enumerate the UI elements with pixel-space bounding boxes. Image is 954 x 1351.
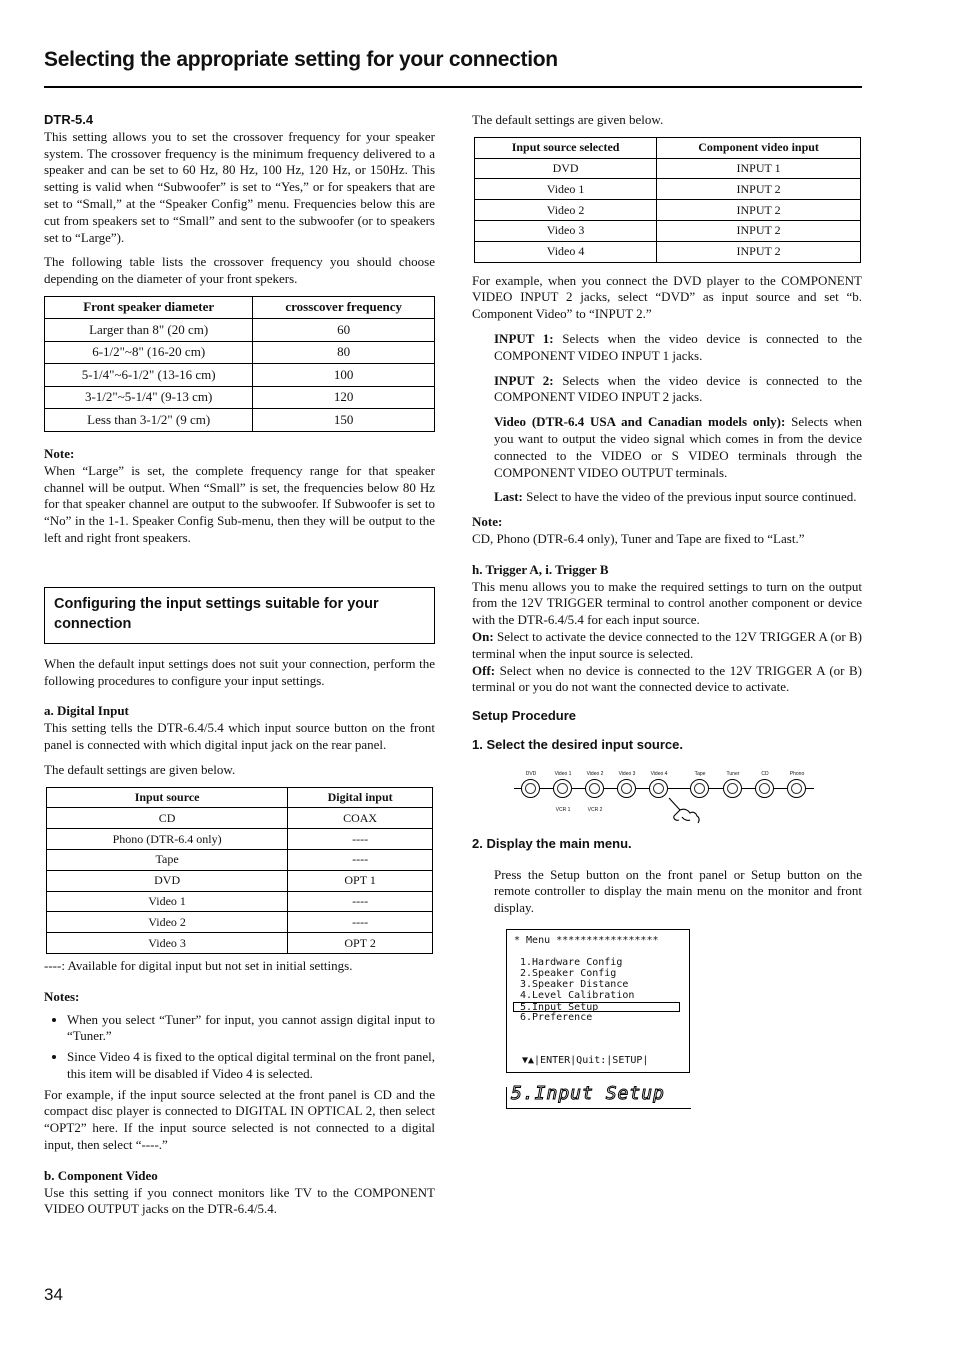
table-cell: Video 4 bbox=[475, 241, 657, 262]
note-heading: Note: bbox=[472, 514, 503, 530]
table-cell: Video 1 bbox=[47, 891, 288, 912]
table-cell: ---- bbox=[288, 849, 433, 870]
table-header-cell: Input source selected bbox=[475, 137, 657, 158]
table-row bbox=[475, 220, 861, 241]
table-cell: 80 bbox=[253, 341, 435, 364]
table-cell: COAX bbox=[288, 808, 433, 829]
panel-label: Video 4 bbox=[650, 770, 668, 777]
option-input1 bbox=[494, 331, 862, 365]
table-cell: OPT 2 bbox=[288, 933, 433, 954]
table-row bbox=[475, 200, 861, 221]
table-row bbox=[45, 409, 435, 432]
config-intro: When the default input settings does not suit your connection, perform the following procedures to configure your input settings. bbox=[44, 655, 435, 688]
dtr54-heading: DTR-5.4 bbox=[44, 112, 94, 127]
table-header-row bbox=[47, 787, 433, 808]
osd-menu-item: 6.Preference bbox=[520, 1011, 593, 1023]
panel-label: DVD bbox=[525, 770, 537, 777]
table-cell: Larger than 8" (20 cm) bbox=[45, 319, 253, 342]
panel-label: Video 2 bbox=[586, 770, 604, 777]
input-button bbox=[617, 779, 636, 798]
option-text: Select to have the video of the previous input source continued. bbox=[522, 489, 857, 505]
table-row bbox=[47, 891, 433, 912]
table-row bbox=[45, 341, 435, 364]
table-row bbox=[45, 319, 435, 342]
option-video bbox=[494, 414, 862, 481]
left-column bbox=[44, 112, 435, 1226]
front-display-text: 5.Input Setup bbox=[511, 1082, 665, 1104]
osd-menu-screen bbox=[506, 929, 690, 1073]
table-row bbox=[45, 386, 435, 409]
trigger-paragraph: This menu allows you to make the required settings to turn on the output from the 12V TRIGGER terminal to control another component or device with the DTR-6.4/5.4 for each input source. bbox=[472, 578, 862, 628]
dash-note: ----: Available for digital input but not set in initial settings. bbox=[44, 957, 353, 973]
option-text: Selects when the video device is connected to the COMPONENT VIDEO INPUT 1 jacks. bbox=[494, 330, 862, 363]
table-cell: INPUT 2 bbox=[657, 200, 861, 221]
notes-heading: Notes: bbox=[44, 988, 80, 1004]
table-cell: Video 2 bbox=[47, 912, 288, 933]
setup-procedure-heading: Setup Procedure bbox=[472, 708, 577, 724]
digital-example: For example, if the input source selected at the front panel is CD and the compact disc player is connected to DIGITAL IN OPTICAL 2, then select “OPT2” here. If the input source selected is not connected to a digital input, then select “----.” bbox=[44, 1086, 435, 1153]
option-term: On: bbox=[472, 628, 494, 644]
table-cell: DVD bbox=[475, 158, 657, 179]
list-item: • When you select “Tuner” for input, you cannot assign digital input to “Tuner.” bbox=[67, 1012, 435, 1046]
digital-input-heading: a. Digital Input bbox=[44, 703, 129, 719]
osd-menu-item: 3.Speaker Distance bbox=[520, 978, 629, 990]
option-text: Selects when you want to output the video signal which comes in from the device connected to the VIDEO or S VIDEO terminals through the COMPONENT VIDEO OUTPUT terminals. bbox=[494, 414, 863, 480]
option-text: Select to activate the device connected to the 12V TRIGGER A (or B) terminal when the input source is selected. bbox=[472, 628, 862, 661]
table-row bbox=[475, 179, 861, 200]
front-display bbox=[506, 1082, 691, 1109]
component-video-table bbox=[474, 137, 861, 263]
panel-label: CD bbox=[761, 770, 769, 777]
option-input2 bbox=[494, 373, 862, 407]
panel-label: Tuner bbox=[726, 770, 740, 777]
panel-label: Video 1 bbox=[554, 770, 572, 777]
table-cell: 120 bbox=[253, 386, 435, 409]
crossover-table bbox=[44, 296, 435, 432]
right-column bbox=[472, 112, 862, 1109]
option-term: Video (DTR-6.4 USA and Canadian models only): bbox=[494, 414, 786, 430]
table-header-cell: Component video input bbox=[657, 137, 861, 158]
trigger-heading: h. Trigger A, i. Trigger B bbox=[472, 561, 609, 577]
step-2-paragraph: Press the Setup button on the front panel or Setup button on the remote controller to display the main menu on the monitor and front display. bbox=[494, 866, 862, 916]
table-header-cell: Input source bbox=[47, 787, 288, 808]
page-number: 34 bbox=[44, 1285, 63, 1304]
table-cell: 150 bbox=[253, 409, 435, 432]
component-video-paragraph: Use this setting if you connect monitors like TV to the COMPONENT VIDEO OUTPUT jacks on the DTR-6.4/5.4. bbox=[44, 1184, 435, 1217]
list-item: • Since Video 4 is fixed to the optical digital terminal on the front panel, this item will be disabled if Video 4 is selected. bbox=[67, 1049, 435, 1083]
osd-menu-item: 2.Speaker Config bbox=[520, 967, 617, 979]
table-cell: 100 bbox=[253, 364, 435, 387]
input-button bbox=[521, 779, 540, 798]
table-cell: 60 bbox=[253, 319, 435, 342]
table-cell: INPUT 2 bbox=[657, 220, 861, 241]
table-cell: ---- bbox=[288, 829, 433, 850]
table-cell: 3-1/2"~5-1/4" (9-13 cm) bbox=[45, 386, 253, 409]
table-header-row bbox=[475, 137, 861, 158]
table-cell: 5-1/4"~6-1/2" (13-16 cm) bbox=[45, 364, 253, 387]
option-text: Selects when the video device is connected to the COMPONENT VIDEO INPUT 2 jacks. bbox=[494, 372, 862, 405]
table-cell: Video 2 bbox=[475, 200, 657, 221]
table-cell: Video 1 bbox=[475, 179, 657, 200]
table-header-cell: Digital input bbox=[288, 787, 433, 808]
page-title: Selecting the appropriate setting for your connection bbox=[44, 48, 558, 71]
front-panel-illustration bbox=[514, 764, 814, 824]
table-row bbox=[47, 912, 433, 933]
table-row bbox=[47, 870, 433, 891]
digital-input-table bbox=[46, 787, 433, 954]
table-row bbox=[47, 829, 433, 850]
step-2: 2. Display the main menu. bbox=[472, 835, 632, 851]
panel-label: Tape bbox=[694, 770, 706, 777]
table-cell: Tape bbox=[47, 849, 288, 870]
table-cell: ---- bbox=[288, 912, 433, 933]
osd-title: * Menu ***************** bbox=[514, 934, 659, 946]
osd-menu-item-selected: 5.Input Setup bbox=[513, 1002, 680, 1012]
panel-sublabel: VCR 2 bbox=[587, 806, 603, 813]
osd-menu-item: 1.Hardware Config bbox=[520, 956, 623, 968]
option-term: INPUT 2: bbox=[494, 372, 554, 388]
table-cell: CD bbox=[47, 808, 288, 829]
table-cell: OPT 1 bbox=[288, 870, 433, 891]
table-cell: Less than 3-1/2" (9 cm) bbox=[45, 409, 253, 432]
table-header-cell: Front speaker diameter bbox=[45, 296, 253, 319]
panel-sublabel: VCR 1 bbox=[555, 806, 571, 813]
option-last bbox=[494, 489, 862, 506]
input-button bbox=[723, 779, 742, 798]
table-cell: INPUT 1 bbox=[657, 158, 861, 179]
note-text: When “Large” is set, the complete frequency range for that speaker channel will be output. When “Small” is set, the frequencies below 80 Hz for that speaker channel are output to the subwoofer. If Subwoofer is set to “No” in the 1-1. Speaker Config Sub-menu, then they will be output to the left and right front speakers. bbox=[44, 462, 435, 545]
note-heading: Note: bbox=[44, 445, 75, 461]
panel-label: Video 3 bbox=[618, 770, 636, 777]
panel-label: Phono bbox=[789, 770, 805, 777]
osd-footer: ▼▲|ENTER|Quit:|SETUP| bbox=[522, 1054, 649, 1066]
component-example: For example, when you connect the DVD player to the COMPONENT VIDEO INPUT 2 jacks, select “DVD” as input source and set “b. Component Video” to “INPUT 2.” bbox=[472, 272, 862, 322]
table-header-cell: crosscover frequency bbox=[253, 296, 435, 319]
crossover-intro: The following table lists the crossover frequency you should choose depending on the diameter of your front spekers. bbox=[44, 254, 435, 287]
table-cell: Video 3 bbox=[47, 933, 288, 954]
osd-menu-item: 4.Level Calibration bbox=[520, 989, 635, 1001]
digital-input-paragraph: This setting tells the DTR-6.4/5.4 which input source button on the front panel is connected with which digital input jack on the rear panel. bbox=[44, 720, 435, 752]
trigger-off bbox=[472, 663, 862, 697]
trigger-on bbox=[472, 629, 862, 663]
table-row bbox=[475, 241, 861, 262]
table-row bbox=[45, 364, 435, 387]
option-term: Last: bbox=[494, 489, 523, 505]
table-cell: ---- bbox=[288, 891, 433, 912]
option-term: INPUT 1: bbox=[494, 330, 554, 346]
input-button bbox=[585, 779, 604, 798]
notes-list bbox=[44, 1012, 435, 1083]
section-heading-box: Configuring the input settings suitable for your connection bbox=[44, 587, 435, 644]
table-cell: Video 3 bbox=[475, 220, 657, 241]
digital-default-intro: The default settings are given below. bbox=[44, 761, 236, 777]
component-default-intro: The default settings are given below. bbox=[472, 112, 664, 127]
component-video-heading: b. Component Video bbox=[44, 1167, 158, 1183]
title-divider bbox=[44, 86, 862, 88]
table-cell: 6-1/2"~8" (16-20 cm) bbox=[45, 341, 253, 364]
step-1: 1. Select the desired input source. bbox=[472, 736, 683, 752]
dtr54-paragraph: This setting allows you to set the crossover frequency for your speaker system. The crossover frequency is the minimum frequency delivered to a speaker and can be set to 60 Hz, 80 Hz, 100 Hz, 120 Hz, or 150Hz. This setting is valid when “Subwoofer” is set to “Yes,” or for speakers that are set to “Small,” at the “Speaker Config” menu. Frequencies below this are cut from speakers set to “Small” and sent to the subwoofer (or to speakers set to “Large”). bbox=[44, 128, 435, 245]
note-text: CD, Phono (DTR-6.4 only), Tuner and Tape are fixed to “Last.” bbox=[472, 530, 805, 546]
table-row bbox=[47, 849, 433, 870]
input-button bbox=[755, 779, 774, 798]
table-header-row bbox=[45, 296, 435, 319]
input-button bbox=[787, 779, 806, 798]
table-cell: INPUT 2 bbox=[657, 179, 861, 200]
option-text: Select when no device is connected to the 12V TRIGGER A (or B) terminal or you do not want the connected device to activate. bbox=[472, 662, 862, 695]
table-row bbox=[475, 158, 861, 179]
table-cell: Phono (DTR-6.4 only) bbox=[47, 829, 288, 850]
table-cell: INPUT 2 bbox=[657, 241, 861, 262]
option-term: Off: bbox=[472, 662, 496, 678]
input-button bbox=[553, 779, 572, 798]
table-row bbox=[47, 933, 433, 954]
table-cell: DVD bbox=[47, 870, 288, 891]
table-row bbox=[47, 808, 433, 829]
pointing-hand-icon bbox=[666, 796, 702, 824]
